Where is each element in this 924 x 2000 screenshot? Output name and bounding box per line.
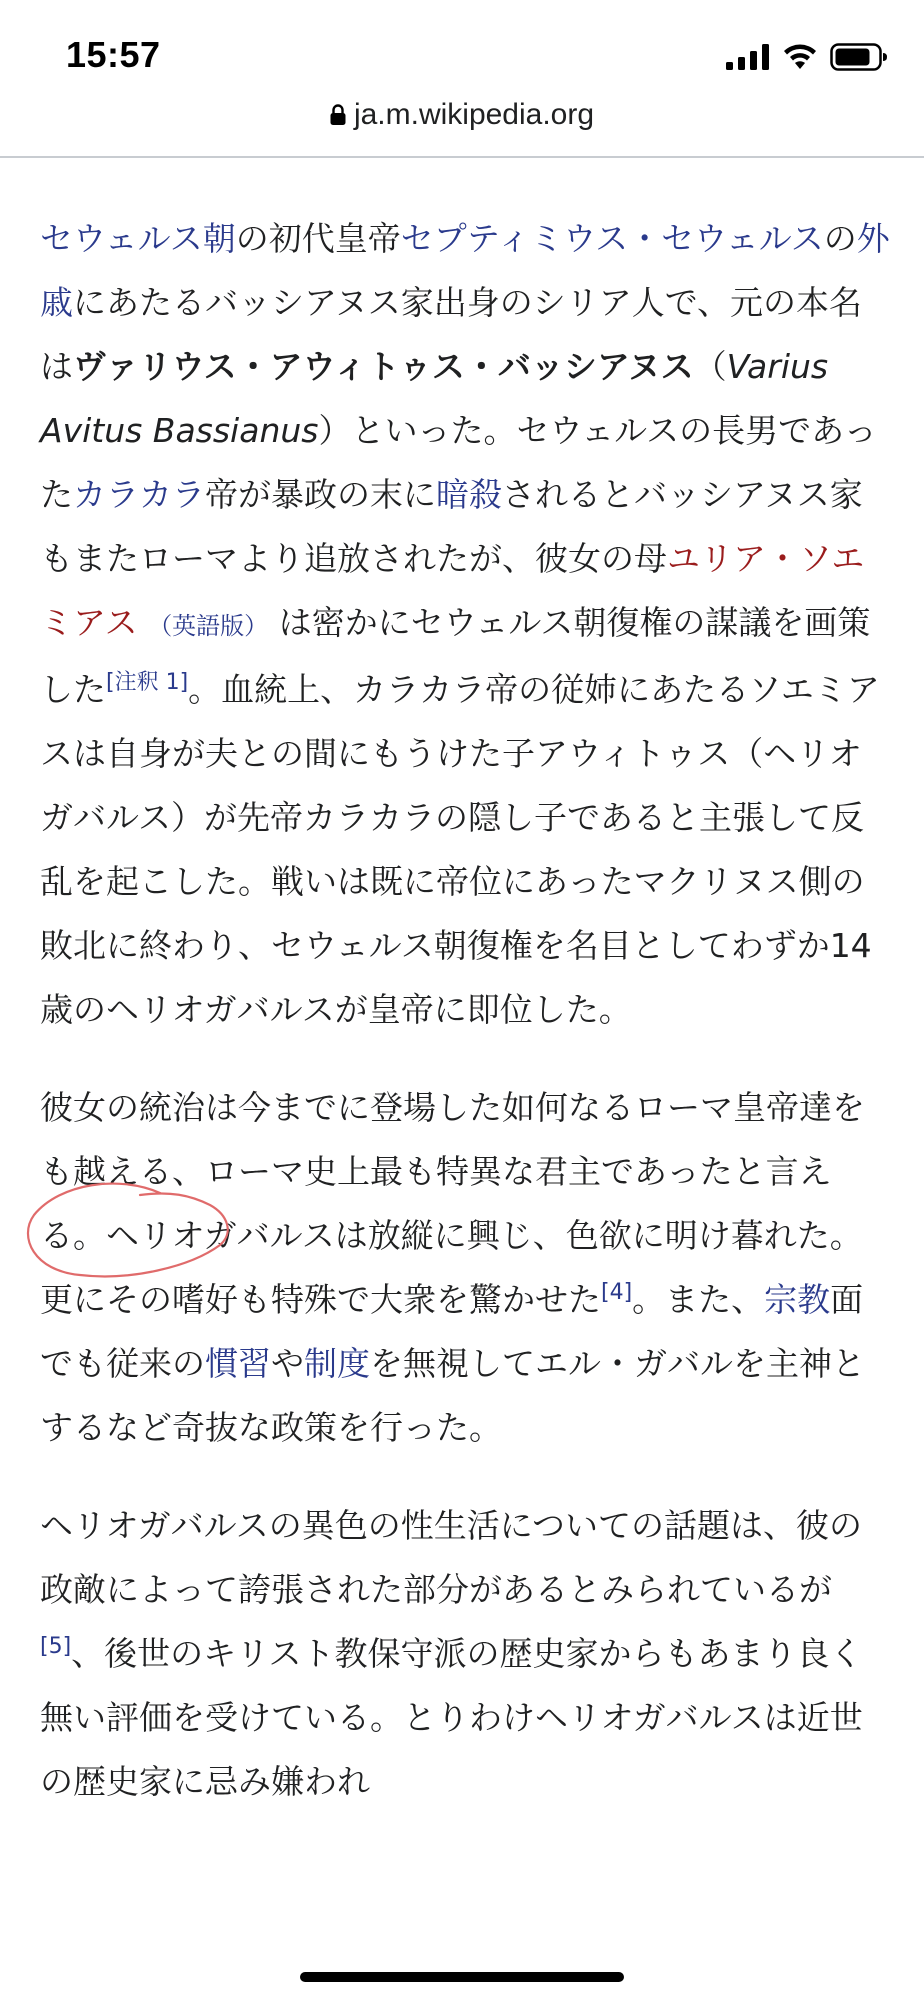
text: の — [823, 219, 857, 258]
text: にあたるバッシアヌス家出身のシリア人で、元の本名は — [40, 283, 863, 386]
text: 面でも従来の — [40, 1280, 864, 1383]
home-indicator[interactable] — [300, 1972, 624, 1982]
wifi-icon — [782, 43, 818, 71]
article-content — [40, 207, 890, 1848]
link-kanshu[interactable]: 慣習 — [205, 1344, 271, 1383]
text: を無視してエル・ガバルを主神とするなど奇抜な政策を行った。 — [40, 1344, 865, 1447]
paragraph-2 — [40, 1076, 890, 1460]
text: ）といった。セウェルスの長男であった — [40, 411, 877, 514]
status-bar — [0, 0, 924, 112]
text: 彼女の統治は今までに登場した如何なるローマ皇帝達をも越える、ローマ史上最も特異な君主であったと言える。ヘリオガバルスは放縦に興じ、色欲に明け暮れた。更にその嗜好も特殊で大衆を驚かせた — [40, 1088, 865, 1319]
status-icons — [726, 40, 888, 74]
text: 帝が暴政の末に — [205, 475, 436, 514]
cellular-signal-icon — [726, 44, 770, 70]
text: や — [271, 1344, 304, 1383]
footnote-ref — [106, 670, 188, 695]
ref-link-5[interactable]: [5] — [40, 1634, 72, 1659]
link-seido[interactable]: 制度 — [304, 1344, 370, 1383]
status-time: 15:57 — [66, 34, 161, 75]
paragraph-3 — [40, 1494, 890, 1814]
paragraph-1 — [40, 207, 890, 1042]
link-ansatsu[interactable]: 暗殺 — [436, 475, 502, 514]
original-name-latin: Varius Avitus Bassianus — [40, 347, 829, 450]
link-shukyo[interactable]: 宗教 — [764, 1280, 831, 1319]
link-gaiseki[interactable]: 外戚 — [40, 219, 890, 322]
link-severan-dynasty[interactable]: セウェルス朝 — [40, 219, 236, 258]
text: は密かにセウェルス朝復権の謀議を画策した — [40, 603, 871, 709]
lock-icon — [330, 104, 346, 126]
link-septimius-severus[interactable]: セプティミウス・セウェルス — [400, 219, 824, 258]
interlanguage-link-english[interactable]: （英語版） — [148, 612, 269, 640]
text: の初代皇帝 — [235, 219, 401, 258]
text: ヘリオガバルスの異色の性生活についての話題は、彼の政敵によって誇張された部分があるとみられているが — [40, 1506, 863, 1609]
original-name-jp: ヴァリウス・アウィトゥス・バッシアヌス — [73, 347, 694, 386]
url-text: ja.m.wikipedia.org — [353, 98, 595, 131]
battery-icon — [830, 43, 888, 71]
url-display[interactable] — [330, 98, 594, 132]
redlink-julia-soaemias[interactable]: ユリア・ソエミアス — [40, 539, 865, 642]
footnote-ref — [601, 1280, 632, 1305]
text: 。また、 — [632, 1280, 765, 1319]
text: 、後世のキリスト教保守派の歴史家からもあまり良く無い評価を受けている。とりわけヘリオガバルスは近世の歴史家に忌み嫌われ — [40, 1634, 863, 1801]
footnote-ref — [40, 1634, 71, 1659]
address-bar[interactable] — [0, 98, 924, 158]
note-link-1[interactable]: [注釈 1] — [106, 670, 189, 695]
text: されるとバッシアヌス家もまたローマより追放されたが、彼女の母 — [40, 475, 863, 578]
text: （ — [693, 347, 727, 386]
link-caracalla[interactable]: カラカラ — [73, 475, 205, 514]
ref-link-4[interactable]: [4] — [601, 1280, 633, 1305]
text: 。血統上、カラカラ帝の従姉にあたるソエミアスは自身が夫との間にもうけた子アウィトゥス（ヘリオガバルス）が先帝カラカラの隠し子であると主張して反乱を起こした。戦いは既に帝位にあったマクリヌス側の敗北に終わり、セウェルス朝復権を名目としてわずか14歳のヘリオガバルスが皇帝に即位した。 — [40, 670, 880, 1029]
